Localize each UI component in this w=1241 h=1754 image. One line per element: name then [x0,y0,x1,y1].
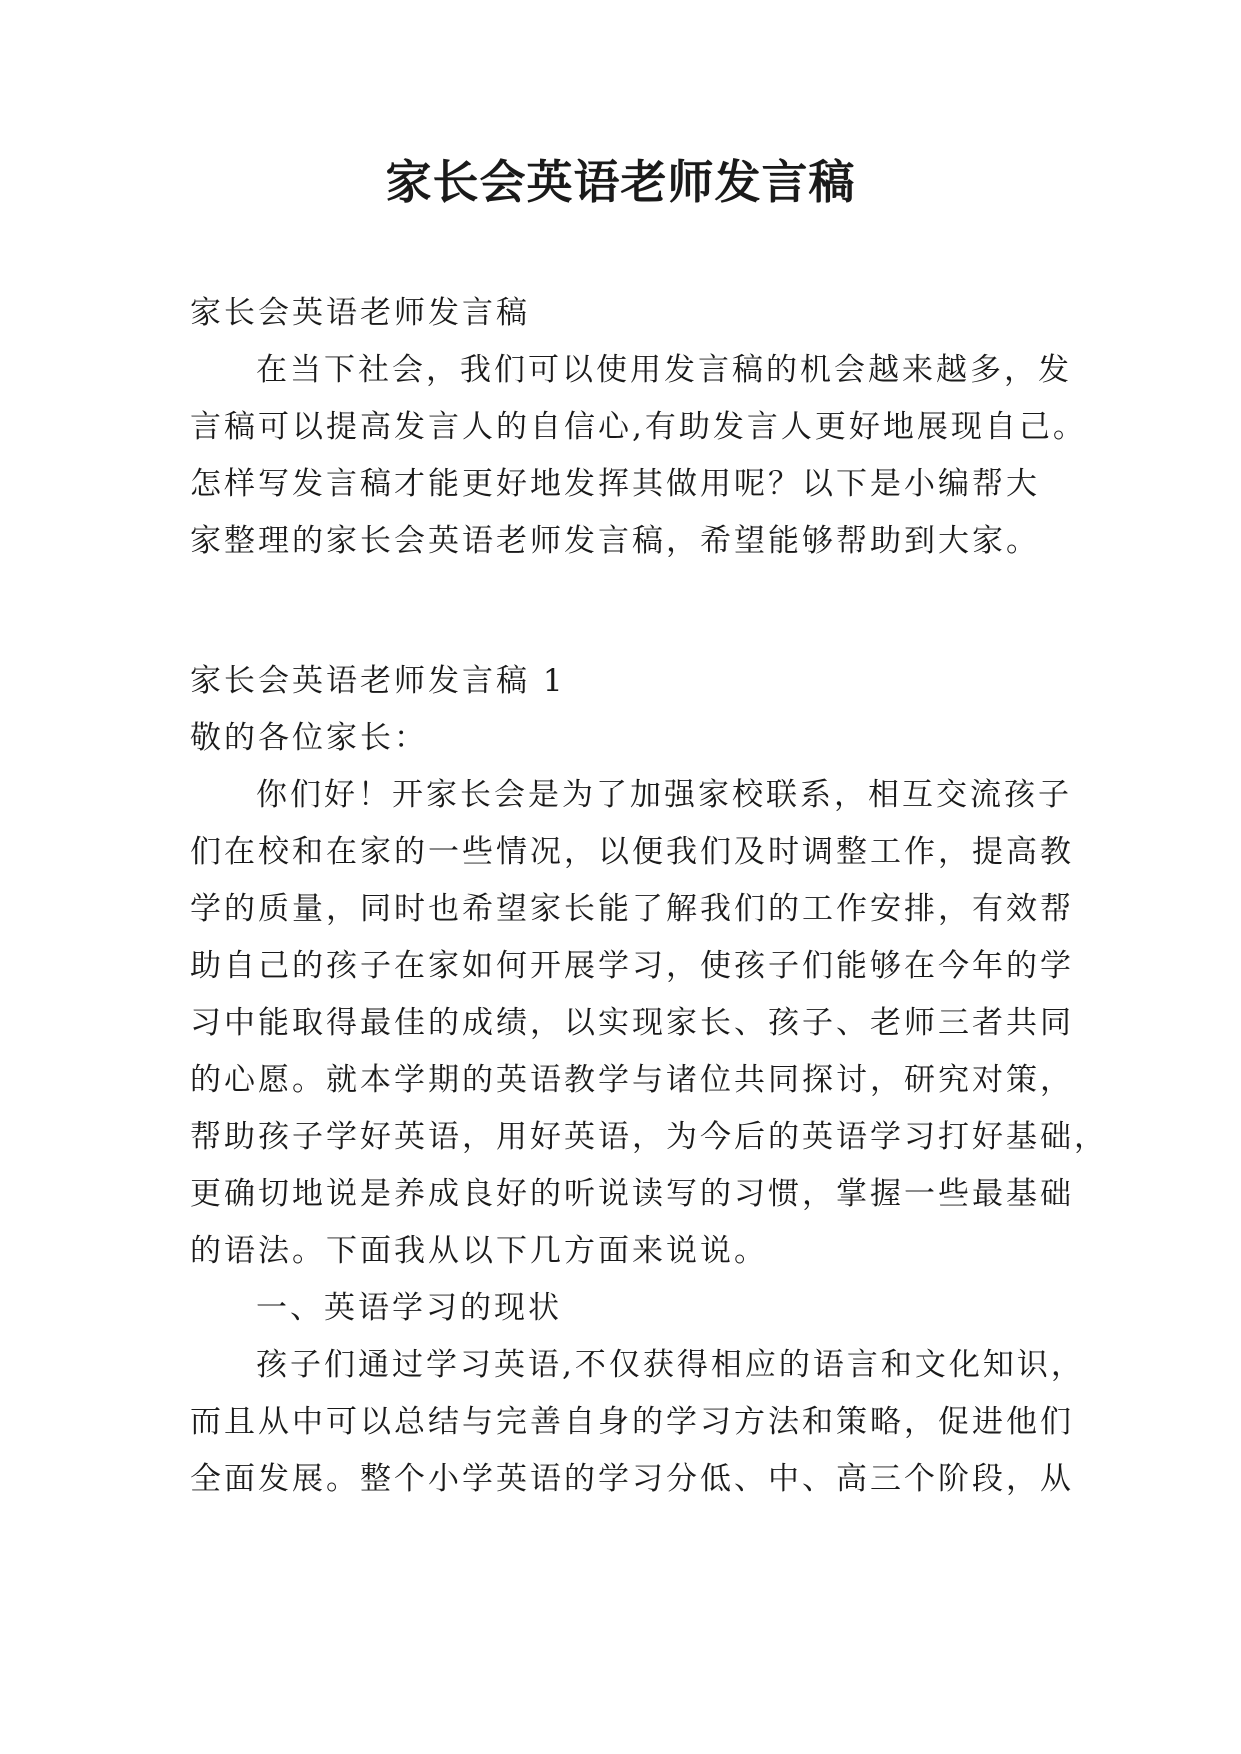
paragraph-line: 助自己的孩子在家如何开展学习，使孩子们能够在今年的学 [190,948,1074,984]
section-heading: 家长会英语老师发言稿 1 [190,663,566,699]
subheading: 一、英语学习的现状 [256,1290,562,1326]
paragraph-line: 的心愿。就本学期的英语教学与诸位共同探讨，研究对策， [190,1062,1074,1098]
intro-line: 怎样写发言稿才能更好地发挥其做用呢？以下是小编帮大 [190,466,1040,502]
intro-line: 言稿可以提高发言人的自信心,有助发言人更好地展现自己。 [190,409,1087,445]
salutation: 敬的各位家长： [190,720,428,756]
paragraph-line: 们在校和在家的一些情况，以便我们及时调整工作，提高教 [190,834,1074,870]
intro-line: 家整理的家长会英语老师发言稿，希望能够帮助到大家。 [190,523,1040,559]
paragraph-line: 习中能取得最佳的成绩，以实现家长、孩子、老师三者共同 [190,1005,1074,1041]
document-title: 家长会英语老师发言稿 [385,155,856,209]
paragraph-line: 的语法。下面我从以下几方面来说说。 [190,1233,768,1269]
section-spacer [190,570,1058,653]
paragraph-line: 学的质量，同时也希望家长能了解我们的工作安排，有效帮 [190,891,1074,927]
subtitle: 家长会英语老师发言稿 [190,295,530,331]
paragraph-line: 全面发展。整个小学英语的学习分低、中、高三个阶段，从 [190,1461,1074,1497]
paragraph-line: 你们好！开家长会是为了加强家校联系，相互交流孩子 [256,777,1072,813]
paragraph-line: 而且从中可以总结与完善自身的学习方法和策略，促进他们 [190,1404,1074,1440]
paragraph-line: 帮助孩子学好英语，用好英语，为今后的英语学习打好基础， [190,1119,1108,1155]
intro-line: 在当下社会，我们可以使用发言稿的机会越来越多，发 [256,352,1072,388]
paragraph-line: 更确切地说是养成良好的听说读写的习惯，掌握一些最基础 [190,1176,1074,1212]
paragraph-line: 孩子们通过学习英语,不仅获得相应的语言和文化知识， [256,1347,1085,1383]
document-body [190,285,1108,1508]
